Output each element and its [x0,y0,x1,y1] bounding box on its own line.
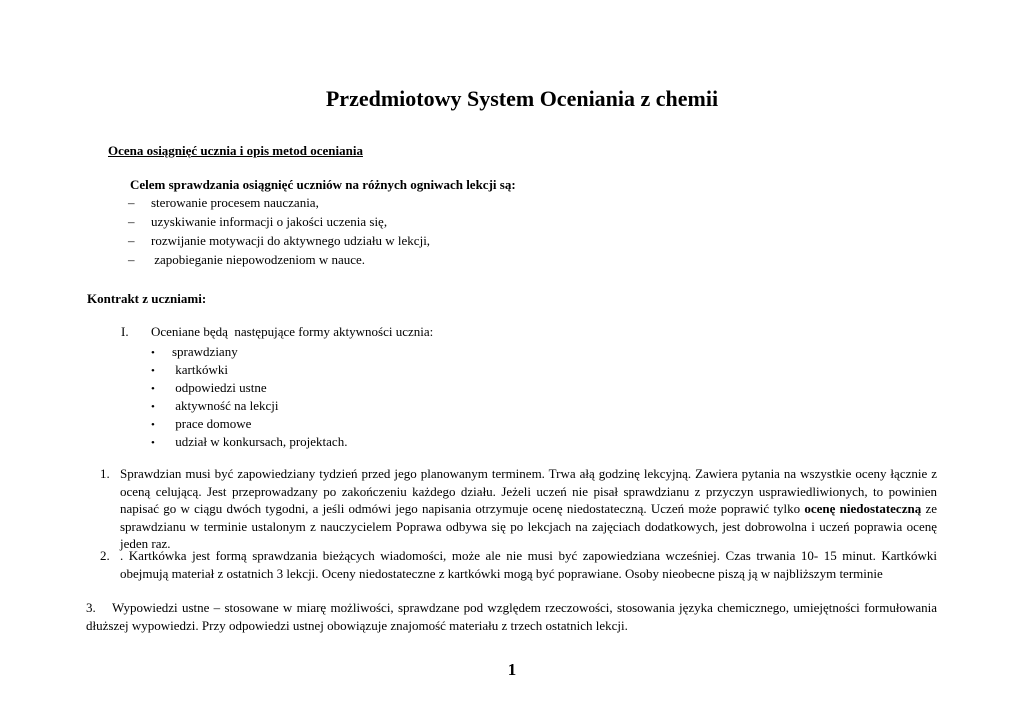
dash-marker: – [128,214,135,229]
section-heading: Ocena osiągnięć ucznia i opis metod oceniania [108,143,363,158]
dash-marker: – [128,195,135,210]
list-item: – sterowanie procesem nauczania, [128,195,319,210]
bullet-icon: • [151,365,155,377]
rule-number: 2. [100,548,110,563]
bullet-icon: • [151,419,155,431]
page-number: 1 [507,660,517,679]
rule-number: 3. [86,600,96,615]
list-item: • kartkówki [151,361,347,379]
list-item: – rozwijanie motywacji do aktywnego udziału w lekcji, [128,233,431,248]
dash-marker: – [128,233,135,248]
roman-item [121,324,433,340]
bullet-icon: • [151,401,155,413]
forms-list [151,343,347,451]
goals-list [128,193,430,269]
roman-number: I. [121,324,129,339]
list-item: • aktywność na lekcji [151,397,347,415]
list-item: – uzyskiwanie informacji o jakości uczenia się, [128,214,388,229]
list-item: • prace domowe [151,415,347,433]
intro-text: Celem sprawdzania osiągnięć uczniów na różnych ogniwach lekcji są: [130,177,516,192]
list-item: – zapobieganie niepowodzeniom w nauce. [128,252,366,267]
bullet-icon: • [151,383,155,395]
page-title: Przedmiotowy System Oceniania z chemii [325,86,719,111]
bold-emphasis: ocenę niedostateczną [804,501,922,517]
bullet-icon: • [151,347,155,359]
rule-sprawdzian: Sprawdzian musi być zapowiedziany tydzień przed jego planowanym terminem. Trwa ałą godzinę lekcyjną. Zawiera pytania na wszystkie oceny łącznie z oceną celującą. Jest przeprowadzany po zakończeniu każdego działu. Jeżeli uczeń nie pisał sprawdzianu z przyczyn usprawiedliwionych, to powinien napisać go w ciągu dwóch tygodni, a jeśli odmówi jego napisania otrzymuje ocenę niedostateczną. Uczeń może poprawić tylko ocenę niedostateczną ze sprawdzianu w terminie ustalonym z nauczycielem Poprawa odbywa się po lekcjach na zajęciach dodatkowych, jest dobrowolna i uczeń poprawia ocenę jeden raz. [120,466,937,552]
list-item: • sprawdziany [151,343,347,361]
rule-wypowiedzi: 3. Wypowiedzi ustne – stosowane w miarę możliwości, sprawdzane pod względem rzeczowości, stosowania języka chemicznego, umiejętności formułowania dłuższej wypowiedzi. Przy odpowiedzi ustnej obowiązuje znajomość materiału z trzech ostatnich lekcji. [86,600,937,633]
rule-kartkowka: . Kartkówka jest formą sprawdzania bieżących wiadomości, może ale nie musi być zapowiedziana wcześniej. Czas trwania 10- 15 minut. Kartkówki obejmują materiał z ostatnich 3 lekcji. Oceny niedostateczne z kartkówki mogą być poprawiane. Osoby nieobecne piszą ją w najbliższym terminie [120,548,937,581]
bullet-icon: • [151,437,155,449]
contract-heading: Kontrakt z uczniami: [87,291,207,306]
list-item: • udział w konkursach, projektach. [151,433,347,451]
list-item: • odpowiedzi ustne [151,379,347,397]
roman-text: Oceniane będą następujące formy aktywności ucznia: [151,324,434,339]
rule-number: 1. [100,466,110,481]
dash-marker: – [128,252,135,267]
